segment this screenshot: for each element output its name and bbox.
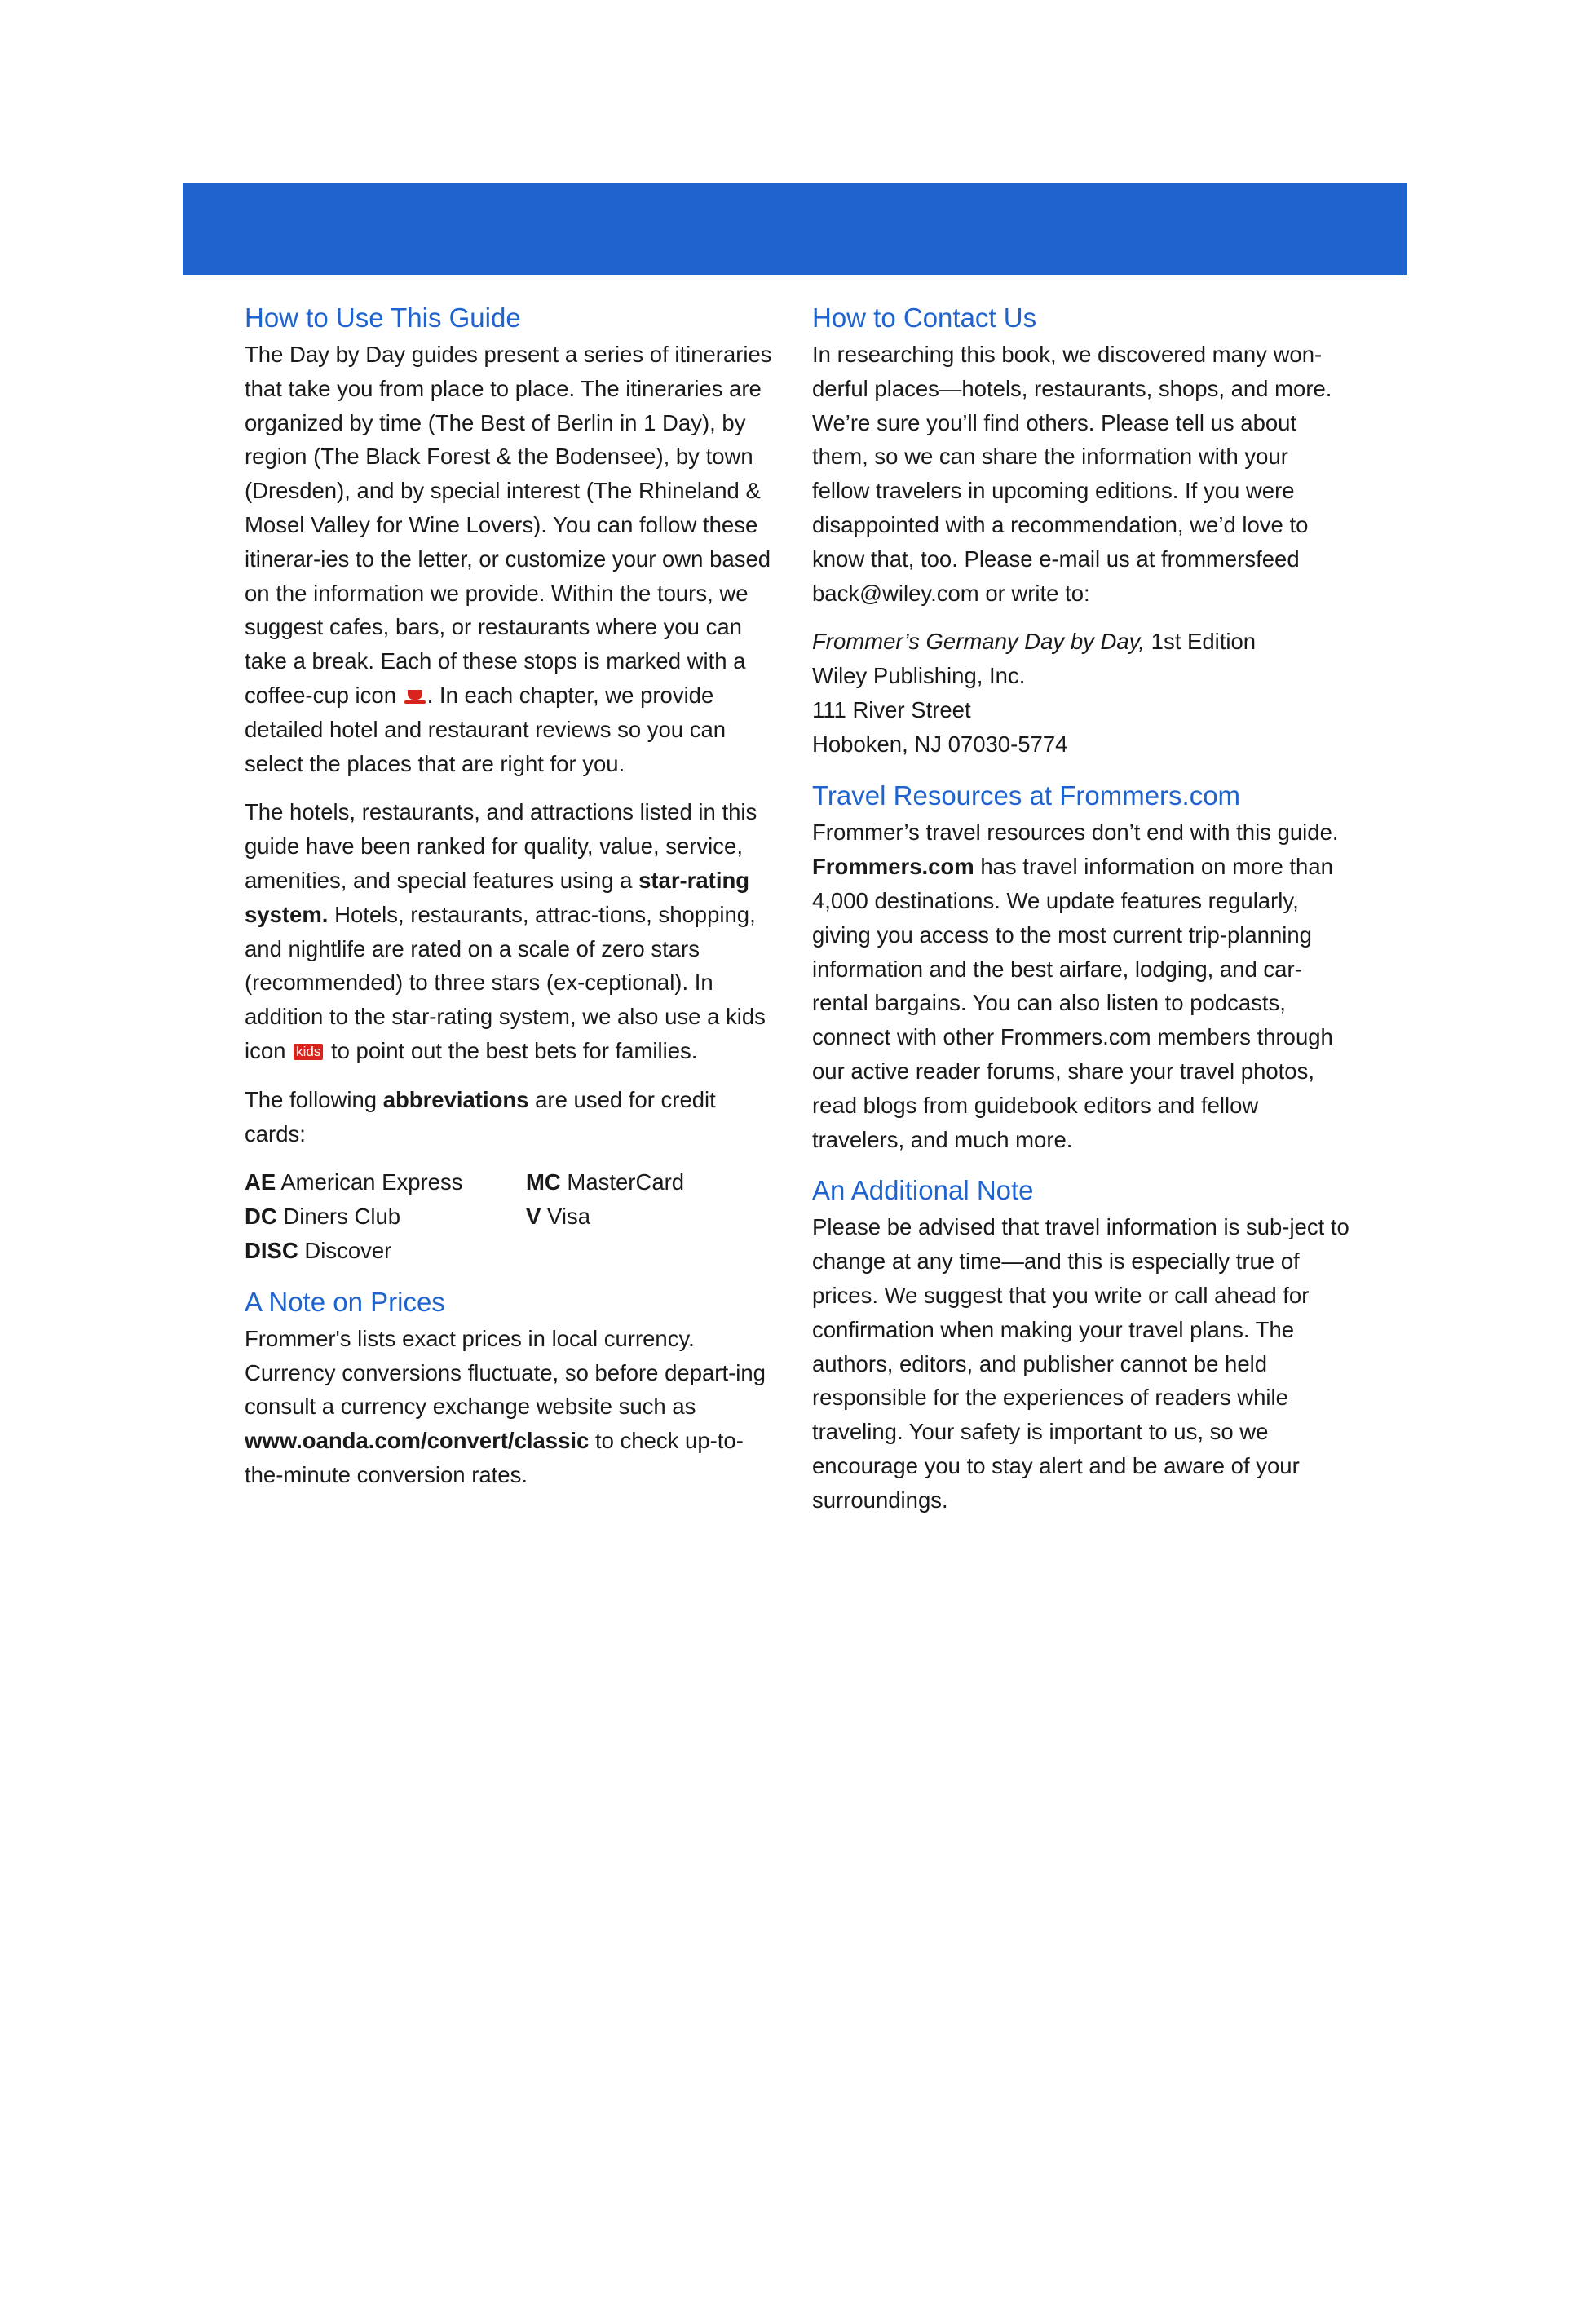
address-line-3: 111 River Street: [812, 697, 971, 723]
star-rating-term: star-rating system.: [245, 867, 750, 927]
address-line-4: Hoboken, NJ 07030-5774: [812, 731, 1068, 758]
credit-card-item: [245, 1165, 526, 1200]
use-guide-text-2a: The hotels, restaurants, and attractions listed in this guide have been ranked for quality, value, service, amenities, and special features using a: [245, 799, 757, 893]
credit-card-row: [245, 1165, 775, 1200]
credit-card-row: [245, 1200, 775, 1234]
use-guide-paragraph-3: [245, 1083, 775, 1151]
card-name: Discover: [298, 1237, 392, 1263]
travel-resources-paragraph: [812, 815, 1350, 1156]
prices-text-a: Frommer's lists exact prices in local currency. Currency conversions fluctuate, so before depart-ing consult a currency exchange website such as: [245, 1325, 766, 1420]
prices-text-b: to check up-to-the-minute conversion rates.: [245, 1428, 744, 1487]
travel-text-b: has travel information on more than 4,000 destinations. We update features regularly, giving you access to the most current trip-planning information and the best airfare, lodging, and car-rental bargains. You can also listen to podcasts, connect with other Frommers.com members through our active reader forums, share your travel photos, read blogs from guidebook editors and fellow travelers, and much more.: [812, 854, 1333, 1152]
card-name: Visa: [541, 1204, 590, 1230]
credit-card-item: [526, 1165, 684, 1200]
card-name: MasterCard: [560, 1169, 685, 1195]
card-name: Diners Club: [276, 1204, 401, 1230]
contact-paragraph: In researching this book, we discovered many won-derful places—hotels, restaurants, shops, and more. We’re sure you’ll find others. Please tell us about them, so we can share the information with your fellow travelers in upcoming editions. If you were disappointed with a recommendation, we’d love to know that, too. Please e-mail us at frommersfeed back@wiley.com or write to:: [812, 342, 1332, 606]
additional-note-heading: An Additional Note: [812, 1175, 1034, 1206]
use-guide-text-3a: The following: [245, 1086, 383, 1112]
book-title: Frommer’s Germany Day by Day,: [812, 629, 1146, 655]
use-guide-text-1a: The Day by Day guides present a series of itineraries that take you from place to place. The itineraries are organized by time (The Best of Berlin in 1 Day), by region (The Black Forest & the Bodensee), by town (Dresden), and by special interest (The Rhineland & Mosel Valley for Wine Lovers). You can follow these itinerar-ies to the letter, or customize your own based on the information we provide. Within the tours, we suggest cafes, bars, or restaurants where you can take a break. Each of these stops is marked with a coffee-cup icon: [245, 342, 772, 708]
right-column: [812, 300, 1350, 1518]
credit-card-item: [245, 1234, 526, 1268]
abbreviations-term: abbreviations: [382, 1086, 529, 1112]
use-guide-text-3b: are used for credit cards:: [245, 1086, 716, 1147]
coffee-cup-icon: [404, 688, 427, 705]
use-guide-heading: How to Use This Guide: [245, 303, 521, 333]
card-code: V: [526, 1204, 541, 1230]
frommers-com-term: Frommers.com: [812, 854, 974, 880]
card-code: DISC: [245, 1237, 298, 1263]
credit-card-item: [245, 1200, 526, 1234]
travel-text-a: Frommer’s travel resources don’t end with this guide.: [812, 820, 1339, 846]
credit-card-list: [245, 1165, 775, 1267]
prices-paragraph: [245, 1322, 775, 1492]
credit-card-item: [526, 1200, 590, 1234]
kids-icon: kids: [294, 1044, 323, 1060]
card-code: DC: [245, 1204, 277, 1230]
card-code: MC: [526, 1169, 561, 1195]
left-column: [245, 300, 775, 1492]
address-line-1: [812, 625, 1350, 659]
prices-heading: A Note on Prices: [245, 1286, 445, 1317]
use-guide-text-1b: . In each chapter, we provide detailed hotel and restaurant reviews so you can select the places that are right for you.: [245, 682, 727, 776]
address-line-2: Wiley Publishing, Inc.: [812, 663, 1026, 689]
use-guide-text-2c: to point out the best bets for families.: [325, 1037, 698, 1063]
additional-note-paragraph: Please be advised that travel information is sub-ject to change at any time—and this is especially true of prices. We suggest that you write or call ahead for confirmation when making your travel plans. The authors, editors, and publisher cannot be held responsible for the experiences of readers while traveling. Your safety is important to us, so we encourage you to stay alert and be aware of your surroundings.: [812, 1214, 1349, 1513]
use-guide-paragraph-1: [245, 338, 775, 780]
card-name: American Express: [276, 1169, 463, 1195]
book-edition: 1st Edition: [1145, 629, 1257, 655]
contact-heading: How to Contact Us: [812, 303, 1037, 333]
credit-card-row: [245, 1234, 775, 1268]
card-code: AE: [245, 1169, 276, 1195]
use-guide-paragraph-2: [245, 795, 775, 1067]
mailing-address: [812, 625, 1350, 762]
use-guide-text-2b: Hotels, restaurants, attrac-tions, shopping, and nightlife are rated on a scale of zero stars (recommended) to three stars (ex-ceptional). In addition to the star-rating system, we also use a kids icon: [245, 901, 766, 1063]
header-banner: [183, 183, 1407, 275]
travel-resources-heading: Travel Resources at Frommers.com: [812, 780, 1241, 811]
oanda-url: www.oanda.com/convert/classic: [245, 1428, 590, 1454]
